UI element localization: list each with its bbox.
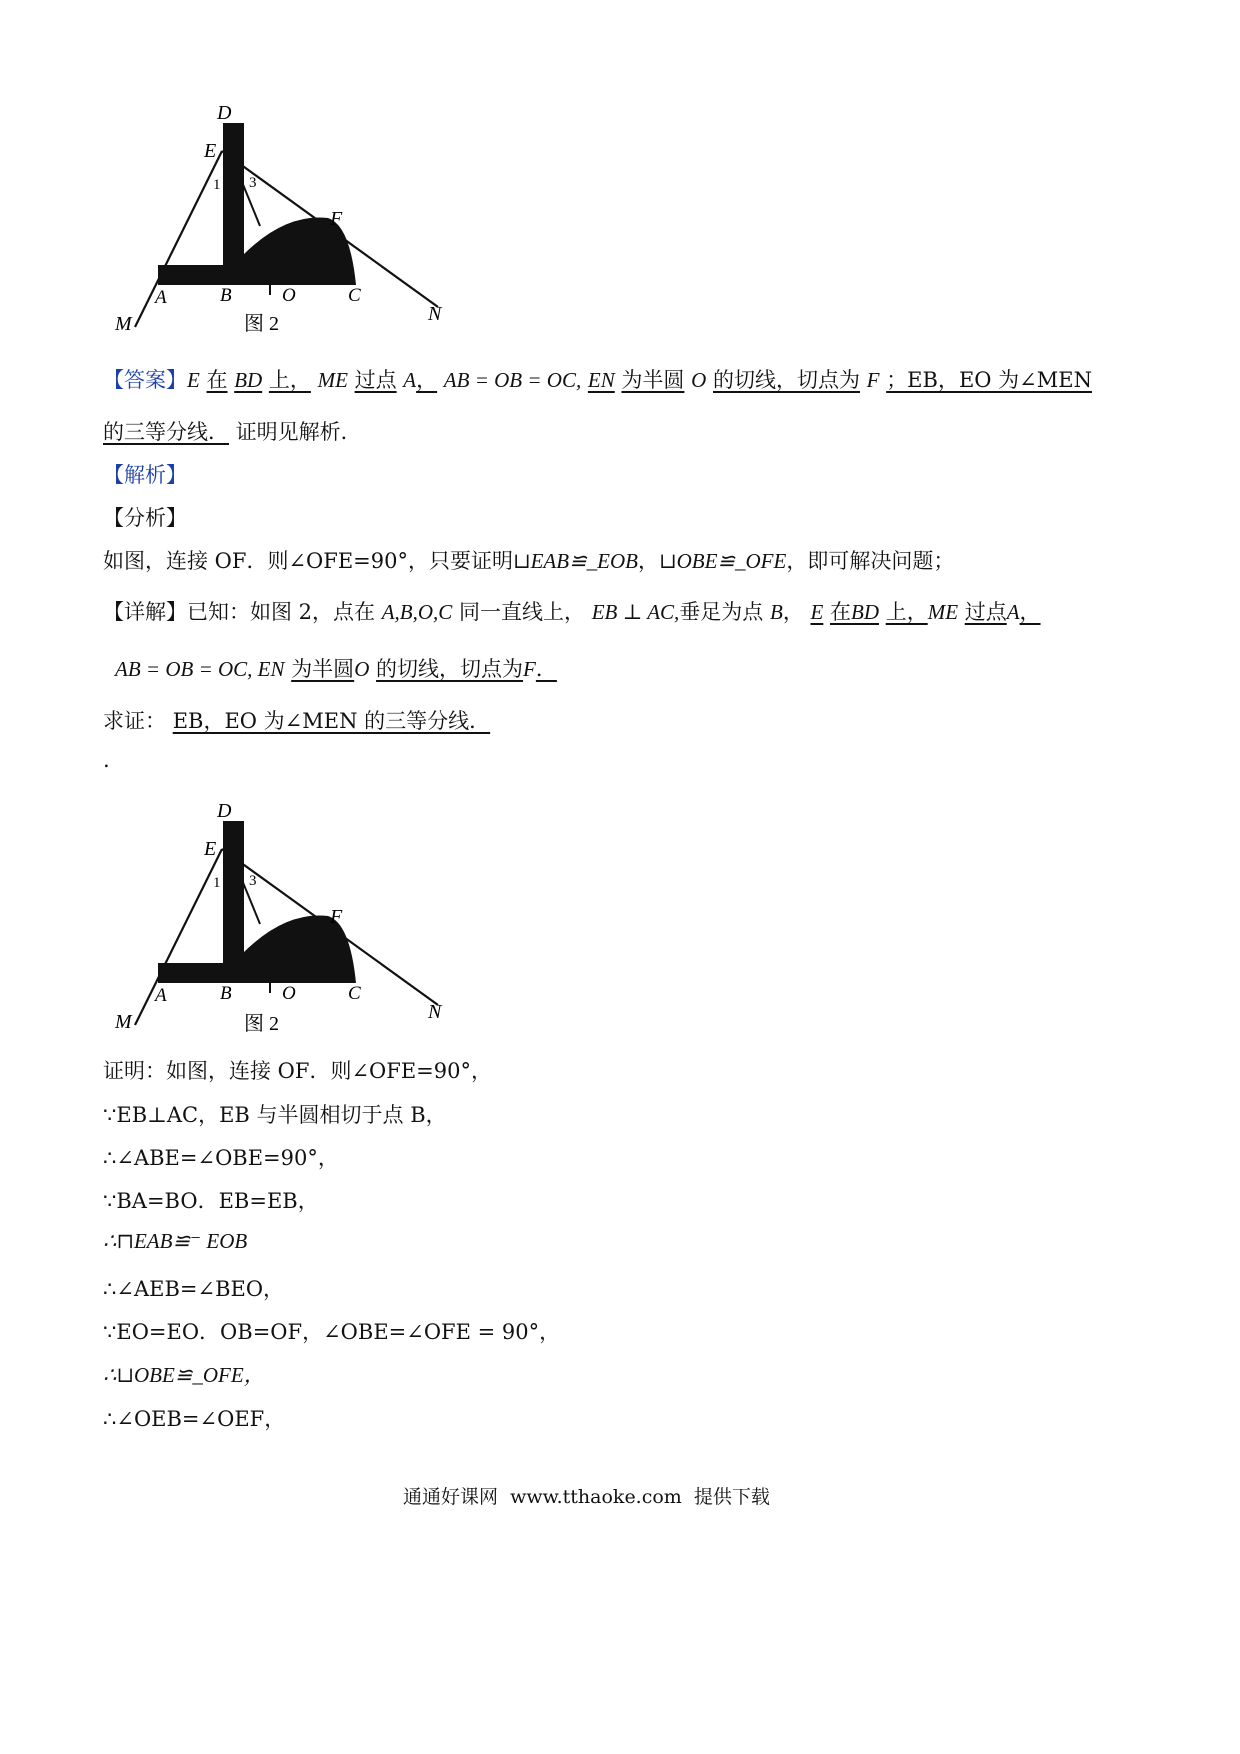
detail-text: ， [782,600,804,624]
answer-text: 过点 [354,368,397,392]
proof-line: ∵BA=BO．EB=EB， [103,1189,319,1213]
proof-line: ∵EB⊥AC，EB 与半圆相切于点 B， [103,1103,447,1127]
answer-text: E [187,368,200,392]
figure-caption: 图 2 [244,1013,279,1035]
detail-tag: 【详解】 [103,600,187,624]
qiuzheng-text: EB，EO 为∠MEN 的三等分线． [172,709,491,733]
qiuzheng-line [103,705,490,735]
label-3: 3 [249,175,257,191]
geometry-figure-2 [110,793,460,1043]
proof-line: ∴∠AEB=∠BEO， [103,1277,285,1301]
detail-text: A,B,O,C [381,600,453,624]
answer-text: EN [587,368,615,392]
proof-line: ∴⊓EAB≌⁻ EOB [103,1229,248,1253]
detail-line-1 [103,596,1041,626]
detail-text: F [523,657,536,681]
fenxi-text: ⊔EAB≌_EOB [513,549,638,573]
label-D: D [217,102,232,124]
fenxi-text: ⊔OBE≌_OFE [659,549,787,573]
proof-line: ∴∠ABE=∠OBE=90°， [103,1146,339,1170]
answer-line-2 [103,416,362,446]
label-3: 3 [249,873,257,889]
label-A: A [155,985,167,1006]
label-1: 1 [213,875,221,891]
detail-text: O [354,657,370,681]
label-E: E [204,140,217,162]
detail-text: 上， [885,600,928,624]
geometry-figure-1 [110,95,460,370]
dot-text: . [103,748,110,772]
detail-text: 垂足为点 [679,600,764,624]
answer-text: ， [416,368,438,392]
answer-text: BD [234,368,263,392]
qiuzheng-label: 求证： [103,709,166,733]
page-footer: 通通好课网 www.tthaoke.com 提供下载 [403,1486,770,1508]
answer-text: O [691,368,707,392]
detail-text: AB = OB = OC, EN [115,657,285,681]
proof-line: ∵EO=EO．OB=OF，∠OBE=∠OFE = 90°， [103,1320,561,1344]
label-N: N [428,303,442,325]
answer-text: A [403,368,417,392]
label-M: M [115,313,132,335]
answer-text: 上， [268,368,311,392]
detail-text: B [769,600,783,624]
fenxi-text: ， [638,549,659,573]
proof-line: ∴∠OEB=∠OEF， [103,1407,286,1431]
label-N: N [428,1001,442,1023]
label-A: A [155,287,167,308]
detail-text: EB ⊥ AC, [591,600,680,624]
answer-text: F [866,368,880,392]
label-B: B [220,983,232,1004]
label-F: F [330,906,343,928]
detail-text: 在 [830,600,852,624]
answer-text: ME [317,368,348,392]
answer-text: AB = OB = OC, [443,368,582,392]
label-O: O [282,983,296,1004]
detail-text: 的切线，切点为 [376,657,524,681]
label-D: D [217,800,232,822]
label-C: C [348,285,361,306]
answer-text: 的切线，切点为 [712,368,860,392]
proof-line: ∴⊔OBE≌_OFE， [103,1363,265,1387]
fenxi-text: ，即可解决问题； [786,549,955,573]
detail-text: 已知：如图 2，点在 [187,600,376,624]
fenxi-text: 如图，连接 OF．则∠OFE=90°，只要证明 [103,549,513,573]
answer-tag: 【答案】 [103,368,187,392]
detail-text: ， [1019,600,1041,624]
label-1: 1 [213,177,221,193]
fenxi-tag: 【分析】 [103,506,187,530]
detail-text: 过点 [964,600,1007,624]
label-C: C [348,983,361,1004]
proof-line: 证明：如图，连接 OF．则∠OFE=90°， [103,1059,492,1083]
detail-text: E [810,600,824,624]
label-M: M [115,1011,132,1033]
detail-text: BD [851,600,880,624]
answer-text: 证明见解析． [235,420,362,444]
fenxi-line [103,545,954,575]
detail-text: 为半圆 [291,657,355,681]
answer-line-1 [103,364,1092,394]
detail-line-2 [115,653,557,683]
analysis-tag: 【解析】 [103,463,187,487]
detail-text: A [1006,600,1020,624]
label-F: F [330,208,343,230]
label-B: B [220,285,232,306]
figure-caption: 图 2 [244,313,279,335]
detail-text: 同一直线上， [459,600,585,624]
answer-text: 在 [206,368,228,392]
label-O: O [282,285,296,306]
detail-text: ． [535,657,557,681]
label-E: E [204,838,217,860]
answer-text: 的三等分线． [103,420,229,444]
detail-text: ME [927,600,959,624]
answer-text: ；EB，EO 为∠MEN [886,368,1092,392]
answer-text: 为半圆 [621,368,685,392]
